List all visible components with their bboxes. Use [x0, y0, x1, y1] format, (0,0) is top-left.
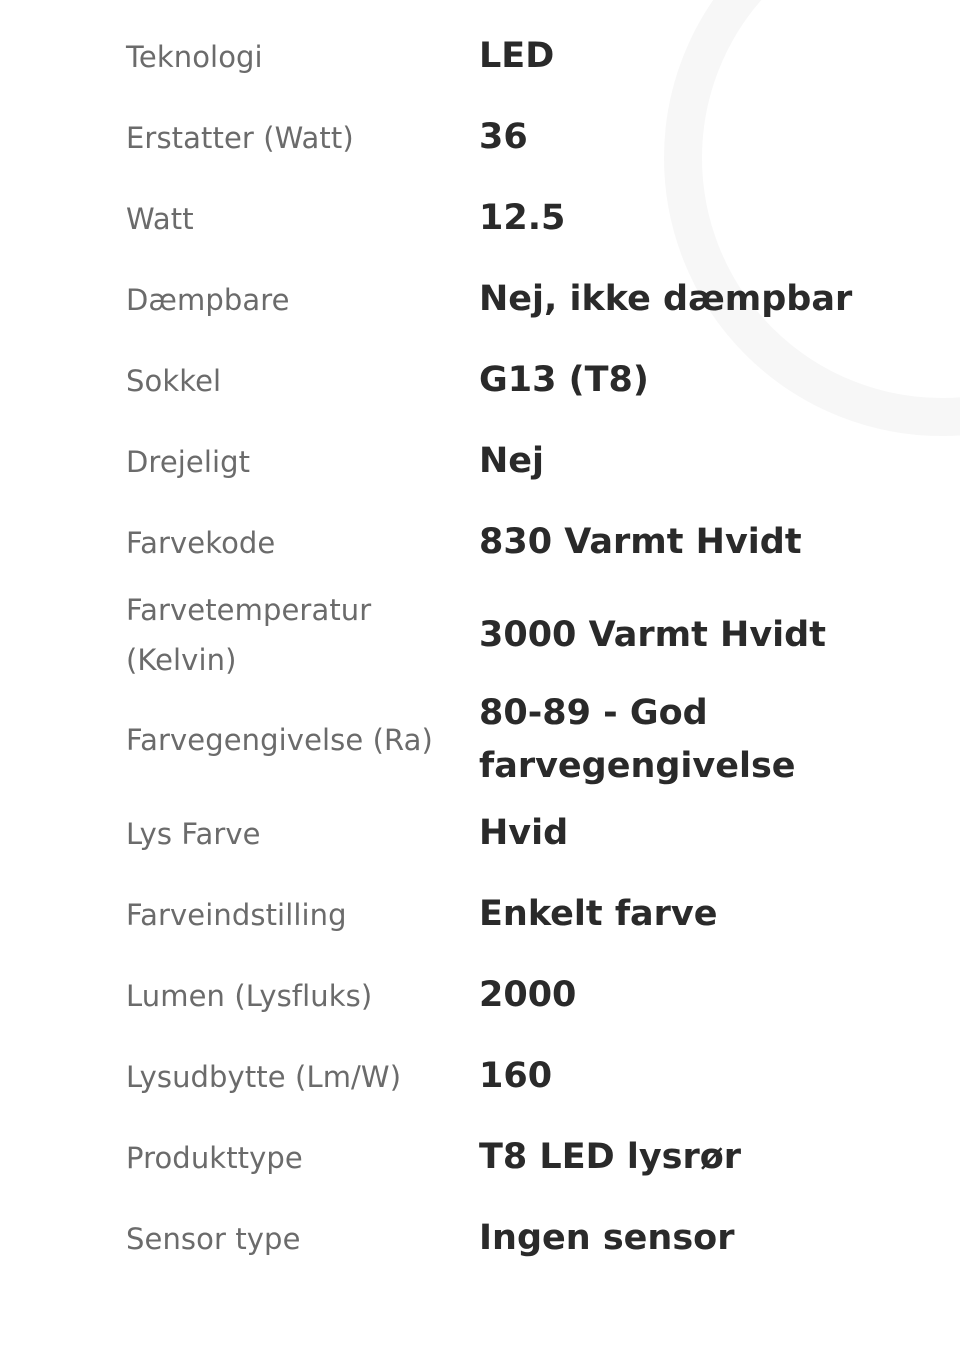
spec-row-farvegengivelse: [126, 687, 886, 793]
spec-value: Nej, ikke dæmpbar: [479, 279, 853, 319]
spec-label: Erstatter (Watt): [126, 120, 354, 155]
spec-value: Hvid: [479, 813, 569, 853]
spec-value: 3000 Varmt Hvidt: [479, 614, 826, 655]
spec-value: 160: [479, 1056, 553, 1096]
spec-label: Farvetemperatur (Kelvin): [126, 593, 372, 677]
spec-label: Lumen (Lysfluks): [126, 978, 373, 1013]
spec-row-erstatter: [126, 97, 886, 178]
spec-label: Drejeligt: [126, 444, 251, 479]
spec-row-farvetemperatur: [126, 583, 886, 687]
spec-row-sensor-type: [126, 1198, 886, 1279]
spec-row-teknologi: [126, 16, 886, 97]
spec-label: Farvegengivelse (Ra): [126, 723, 433, 757]
spec-value: Ingen sensor: [479, 1218, 735, 1258]
spec-value: 80-89 - God farvegengivelse: [479, 693, 796, 786]
spec-label: Sensor type: [126, 1221, 301, 1256]
spec-label: Lysudbytte (Lm/W): [126, 1059, 402, 1094]
spec-value: G13 (T8): [479, 360, 649, 400]
spec-value: 36: [479, 117, 528, 157]
product-spec-table: [126, 16, 886, 1279]
spec-value: Enkelt farve: [479, 894, 718, 934]
spec-row-farvekode: [126, 502, 886, 583]
spec-value: T8 LED lysrør: [479, 1137, 742, 1177]
spec-row-lys-farve: [126, 793, 886, 874]
spec-row-watt: [126, 178, 886, 259]
spec-row-sokkel: [126, 340, 886, 421]
spec-label: Dæmpbare: [126, 282, 290, 317]
spec-label: Lys Farve: [126, 816, 261, 851]
spec-label: Sokkel: [126, 363, 222, 398]
spec-value: 830 Varmt Hvidt: [479, 522, 802, 562]
spec-row-farveindstilling: [126, 874, 886, 955]
spec-label: Farveindstilling: [126, 897, 347, 932]
spec-row-produkttype: [126, 1117, 886, 1198]
spec-value: LED: [479, 36, 555, 76]
spec-label: Watt: [126, 201, 194, 236]
spec-label: Farvekode: [126, 525, 276, 560]
spec-row-drejeligt: [126, 421, 886, 502]
spec-value: 12.5: [479, 198, 566, 238]
spec-label: Produkttype: [126, 1140, 303, 1175]
spec-value: 2000: [479, 975, 577, 1015]
spec-row-lumen: [126, 955, 886, 1036]
spec-row-lysudbytte: [126, 1036, 886, 1117]
spec-value: Nej: [479, 441, 545, 481]
spec-row-daempbare: [126, 259, 886, 340]
spec-label: Teknologi: [126, 39, 263, 74]
